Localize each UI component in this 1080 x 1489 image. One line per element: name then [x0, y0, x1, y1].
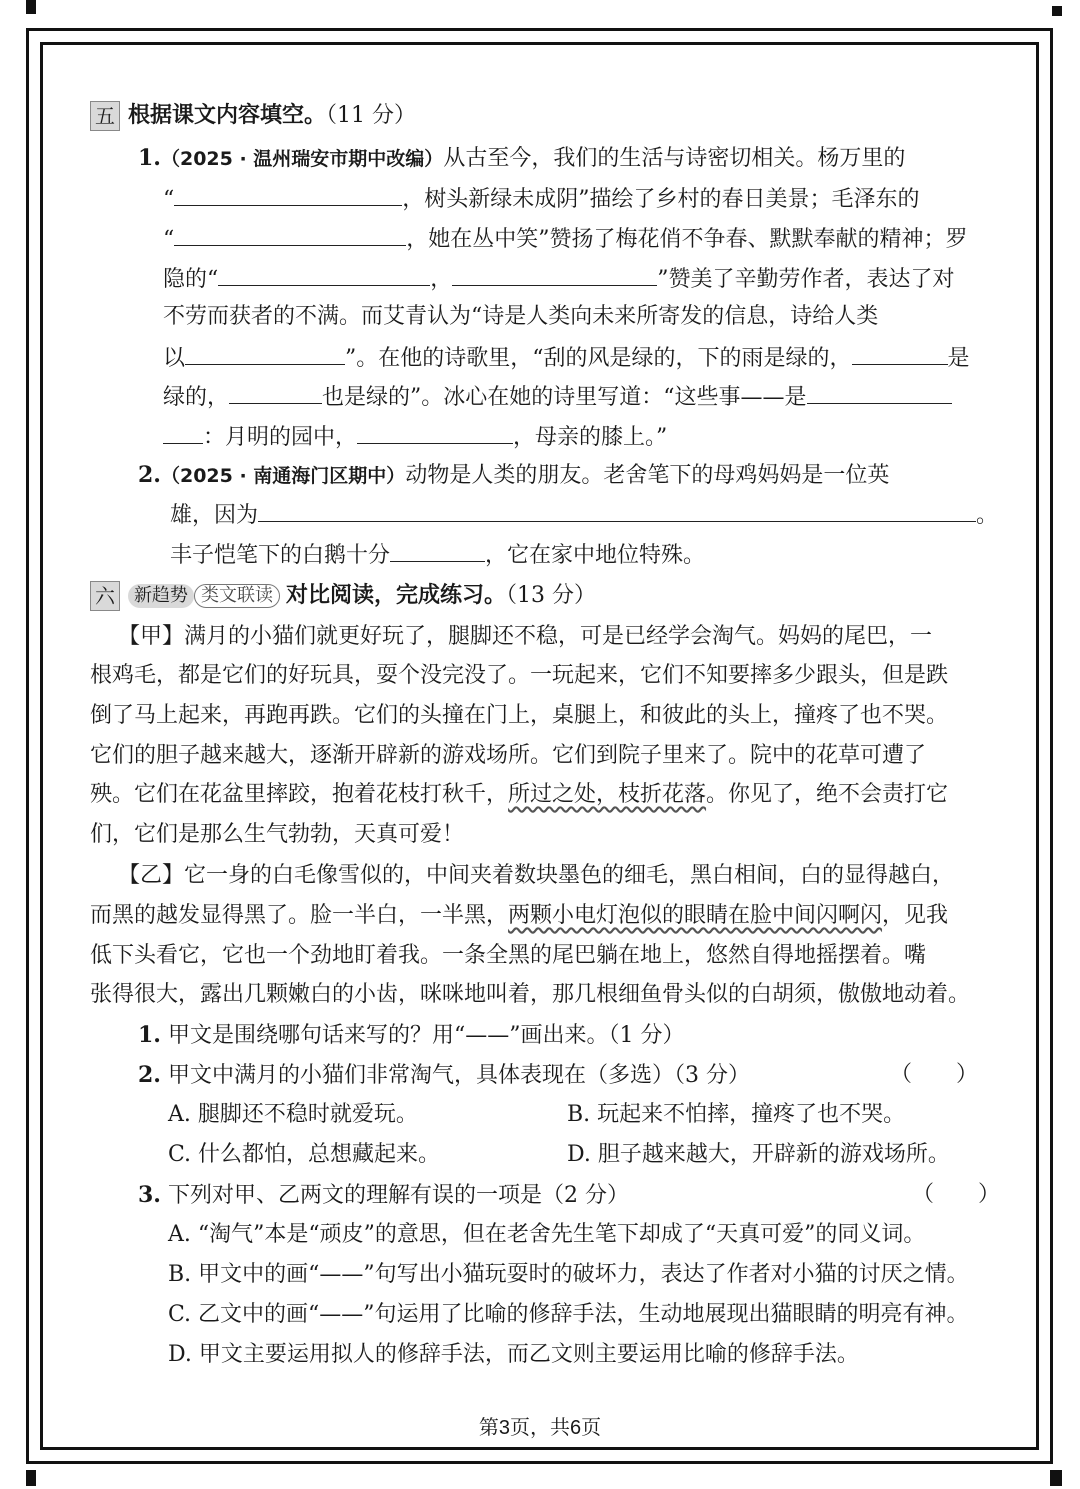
passage-jia-text: 。你见了，绝不会责打它	[706, 782, 949, 807]
s6-q2	[138, 1060, 750, 1091]
s5-q1-text: ”赞美了辛勤劳作者，表达了对	[657, 267, 955, 292]
s5-q2-text: 丰子恺笔下的白鹅十分	[170, 543, 391, 568]
s5-q1-text: ，树头新绿未成阴”描绘了乡村的春日美景；毛泽东的	[402, 187, 920, 212]
wavy-underlined-phrase: 两颗小电灯泡似的眼睛在脸中间闪啊闪	[508, 903, 883, 928]
s6-q3-text: 下列对甲、乙两文的理解有误的一项是（2 分）	[167, 1183, 629, 1208]
passage-jia-line-4: 它们的胆子越来越大，逐渐开辟新的游戏场所。它们到院子里来了。院中的花草可遭了	[90, 743, 927, 768]
s5-q1-text: 是	[947, 346, 970, 371]
s5-q1-line-8	[163, 421, 667, 453]
answer-blank[interactable]	[174, 183, 402, 206]
section-6-number: 六	[90, 581, 120, 611]
answer-blank[interactable]	[452, 263, 657, 286]
s5-q1-text: ”。在他的诗歌里，“刮的风是绿的，下的雨是绿的，	[345, 346, 852, 371]
s5-q1-line-4	[163, 263, 955, 295]
s6-q2-option-c[interactable]: C. 什么都怕，总想藏起来。	[168, 1142, 441, 1167]
s6-q1-number: 1.	[138, 1022, 161, 1048]
s6-q2-answer-paren[interactable]: （ ）	[890, 1062, 979, 1087]
s6-q2-option-a[interactable]: A. 腿脚还不稳时就爱玩。	[168, 1102, 418, 1127]
s6-q2-option-b[interactable]: B. 玩起来不怕摔，撞疼了也不哭。	[567, 1102, 906, 1127]
s6-q3-option-b[interactable]: B. 甲文中的画“——”句写出小猫玩耍时的破坏力，表达了作者对小猫的讨厌之情。	[168, 1262, 969, 1287]
section-5-header	[90, 100, 416, 131]
s5-q1-line-1	[138, 143, 905, 174]
s5-q2-line-2	[170, 499, 998, 531]
s5-q2-number: 2.	[138, 462, 161, 488]
passage-jia-line-6: 们，它们是那么生气勃勃，天真可爱！	[90, 822, 465, 847]
section-6-header	[90, 580, 596, 611]
section-5-number: 五	[90, 101, 120, 131]
passage-yi-text: ，见我	[882, 903, 949, 928]
s6-q2-text: 甲文中满月的小猫们非常淘气，具体表现在（多选）（3 分）	[167, 1063, 750, 1088]
passage-jia-line-3: 倒了马上起来，再跑再跌。它们的头撞在门上，桌腿上，和彼此的头上，撞疼了也不哭。	[90, 703, 949, 728]
passage-yi-line-3: 低下头看它，它也一个劲地盯着我。一条全黑的尾巴躺在地上，悠然自得地摇摆着。嘴	[90, 943, 927, 968]
answer-blank[interactable]	[357, 421, 513, 444]
s5-q1-line-5	[163, 302, 878, 332]
corner-mark-bottom-right	[1050, 1470, 1062, 1486]
passage-yi-line-2	[90, 901, 948, 931]
passage-yi-text: 而黑的越发显得黑了。脸一半白，一半黑，	[90, 903, 509, 928]
s5-q1-text: 以	[163, 346, 186, 371]
s5-q1-line-2	[163, 183, 920, 215]
s5-q1-line-7	[163, 381, 952, 413]
s5-q2-line-3	[170, 539, 705, 571]
s5-q1-text: ：月明的园中，	[203, 425, 358, 450]
s5-q1-text: 不劳而获者的不满。而艾青认为“诗是人类向未来所寄发的信息，诗给人类	[163, 304, 879, 329]
answer-blank[interactable]	[390, 539, 485, 562]
s6-q3-answer-paren[interactable]: （ ）	[912, 1182, 1001, 1207]
section-6-title: 对比阅读，完成练习。	[286, 582, 507, 608]
s5-q1-line-3	[163, 223, 968, 255]
reading-type-tag: 类文联读	[194, 584, 280, 608]
section-5-score: （11 分）	[326, 103, 417, 128]
s6-q2-number: 2.	[138, 1062, 161, 1088]
s5-q1-text: ，她在丛中笑”赞扬了梅花俏不争春、默默奉献的精神；罗	[406, 227, 968, 252]
s5-q1-line-6	[163, 342, 970, 374]
passage-yi-line-4: 张得很大，露出几颗嫩白的小齿，咪咪地叫着，那几根细鱼骨头似的白胡须，傲傲地动着。	[90, 982, 971, 1007]
passage-jia-line-2: 根鸡毛，都是它们的好玩具，耍个没完没了。一玩起来，它们不知要摔多少跟头，但是跌	[90, 663, 949, 688]
s6-q3-option-d[interactable]: D. 甲文主要运用拟人的修辞手法，而乙文则主要运用比喻的修辞手法。	[168, 1342, 859, 1367]
s6-q1	[138, 1020, 684, 1051]
s6-q3-option-c[interactable]: C. 乙文中的画“——”句运用了比喻的修辞手法，生动地展现出猫眼睛的明亮有神。	[168, 1302, 969, 1327]
passage-jia-line-5	[90, 780, 948, 810]
s6-q1-text: 甲文是围绕哪句话来写的？用“——”画出来。（1 分）	[167, 1023, 685, 1048]
answer-blank[interactable]	[185, 342, 345, 365]
s5-q2-text: ，它在家中地位特殊。	[485, 543, 706, 568]
s5-q1-text: 隐的“	[163, 267, 219, 292]
section-5-title: 根据课文内容填空。	[128, 102, 327, 128]
s5-q1-number: 1.	[138, 145, 161, 171]
s5-q2-text: 雄，因为	[170, 503, 259, 528]
corner-mark-top-left	[26, 0, 36, 14]
s6-q3-option-a[interactable]: A. “淘气”本是“顽皮”的意思，但在老舍先生笔下却成了“天真可爱”的同义词。	[168, 1222, 926, 1247]
wavy-underlined-phrase: 所过之处，枝折花落	[508, 782, 707, 807]
s5-q2-source: （2025 · 南通海门区期中）	[160, 465, 406, 487]
answer-blank[interactable]	[163, 421, 203, 444]
s6-q3-number: 3.	[138, 1182, 161, 1208]
answer-blank[interactable]	[807, 381, 952, 404]
passage-jia-text: 殃。它们在花盆里摔跤，抱着花枝打秋千，	[90, 782, 509, 807]
s5-q2-text: 。	[976, 503, 999, 528]
s5-q2-line-1	[138, 460, 889, 491]
corner-mark-bottom-left	[26, 1470, 36, 1486]
page-number-footer: 第3页，共6页	[478, 1417, 602, 1439]
s5-q1-text: 绿的，	[163, 385, 230, 410]
answer-blank[interactable]	[258, 499, 976, 522]
s6-q2-option-d[interactable]: D. 胆子越来越大，开辟新的游戏场所。	[567, 1142, 950, 1167]
passage-yi-line-1: 【乙】它一身的白毛像雪似的，中间夹着数块墨色的细毛，黑白相间，白的显得越白，	[118, 863, 955, 888]
new-trend-tag: 新趋势	[128, 584, 194, 608]
s5-q1-text: ，	[430, 267, 453, 292]
s6-q3	[138, 1180, 629, 1211]
s5-q1-text: 从古至今，我们的生活与诗密切相关。杨万里的	[443, 146, 906, 171]
section-6-score: （13 分）	[506, 583, 597, 608]
answer-blank[interactable]	[218, 263, 430, 286]
answer-blank[interactable]	[852, 342, 948, 365]
passage-jia-line-1: 【甲】满月的小猫们就更好玩了，腿脚还不稳，可是已经学会淘气。妈妈的尾巴，一	[118, 624, 933, 649]
s5-q1-text: 也是绿的”。冰心在她的诗里写道：“这些事——是	[322, 385, 807, 410]
quote-mark: “	[163, 187, 175, 212]
s5-q2-text: 动物是人类的朋友。老舍笔下的母鸡妈妈是一位英	[405, 463, 890, 488]
corner-mark-top-right	[1052, 6, 1062, 16]
answer-blank[interactable]	[174, 223, 406, 246]
answer-blank[interactable]	[229, 381, 322, 404]
s5-q1-source: （2025 · 温州瑞安市期中改编）	[160, 148, 444, 170]
quote-mark: “	[163, 227, 175, 252]
s5-q1-text: ，母亲的膝上。”	[513, 425, 668, 450]
